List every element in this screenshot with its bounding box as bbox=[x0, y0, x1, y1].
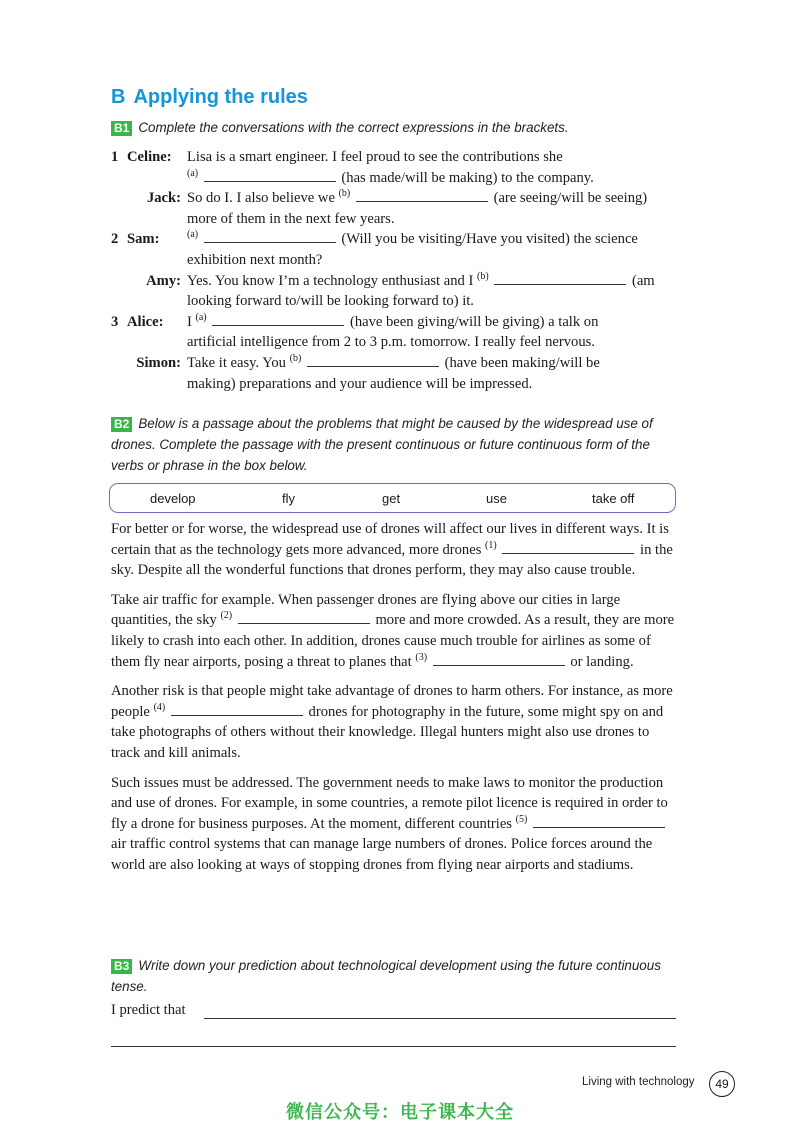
word-box bbox=[109, 483, 676, 513]
watermark-text: 微信公众号：电子课本大全 bbox=[286, 1102, 514, 1123]
b3-instruction: B3 Write down your prediction about technological development using the future continuous tense. bbox=[111, 958, 661, 994]
b1-instruction: B1 Complete the conversations with the correct expressions in the brackets. bbox=[111, 117, 681, 138]
page-number: 49 bbox=[709, 1071, 735, 1097]
word-option: develop bbox=[150, 491, 196, 506]
answer-blank[interactable] bbox=[356, 189, 488, 202]
conversation-line: Jack: So do I. I also believe we $^{(b)}$ (are seeing/will be seeing) more of them in the next few years. bbox=[146, 188, 648, 227]
b2-instruction: B2 Below is a passage about the problems that might be caused by the widespread use of drones. Complete the passage with the present continuous or future continuous form of the verbs or phrase in the box below. bbox=[111, 416, 653, 473]
conversation-line: Simon: Take it easy. You $^{(b)}$ (have been making/will be making) preparations and your audience will be impressed. bbox=[136, 352, 600, 392]
b2-passage bbox=[111, 519, 677, 885]
answer-blank[interactable] bbox=[433, 653, 565, 666]
b2-tag: B2 bbox=[111, 417, 132, 432]
paragraph: Another risk is that people might take advantage of drones to harm others. For instance, as more people $^{(4)}$ drones for photography in the future, some might spy on and take photographs of others without their knowledge. Illegal hunters might also use drones to track and kill animals. bbox=[111, 683, 673, 761]
paragraph: Take air traffic for example. When passenger drones are flying above our cities in large quantities, the sky $^{(2)}$ more and more crowded. As a result, they are more likely to crash into each other. In addition, drones cause much trouble for airlines as some of them fly near airports, posing a threat to planes that $^{(3)}$ or landing. bbox=[111, 591, 675, 670]
word-option: get bbox=[382, 491, 401, 506]
word-option: use bbox=[486, 491, 507, 506]
item-number: 3 bbox=[111, 313, 119, 330]
answer-line[interactable] bbox=[111, 1030, 676, 1047]
answer-blank[interactable] bbox=[171, 703, 303, 716]
item-number: 1 bbox=[111, 149, 119, 165]
conversation-line: 1 Celine: Lisa is a smart engineer. I feel proud to see the contributions she $^{(a)}$ (has made/will be making) to the company. bbox=[111, 149, 594, 186]
answer-blank[interactable] bbox=[307, 354, 439, 367]
answer-blank[interactable] bbox=[204, 230, 336, 243]
b3-tag: B3 bbox=[111, 959, 132, 974]
section-title bbox=[111, 86, 308, 109]
b3-lead-text: I predict that bbox=[111, 1002, 186, 1018]
conversation-line: 2 Sam: $^{(a)}$ (Will you be visiting/Have you visited) the science exhibition next month? bbox=[111, 229, 638, 268]
conversation-line: Amy: Yes. You know I’m a technology enthusiast and I $^{(b)}$ (am looking forward to/will be looking forward to) it. bbox=[146, 270, 655, 310]
word-option: take off bbox=[592, 491, 635, 506]
speaker-name: Simon: bbox=[136, 354, 181, 371]
answer-blank[interactable] bbox=[204, 169, 336, 182]
paragraph: Such issues must be addressed. The government needs to make laws to monitor the production and use of drones. For example, in some countries, a remote pilot licence is required in order to fly a drone for business purposes. At the moment, different countries $^{(5)}$ air traffic control systems that can manage large numbers of drones. Police forces around the world are also looking at ways of stopping drones from flying near airports and stadiums. bbox=[111, 774, 668, 873]
answer-blank[interactable] bbox=[533, 815, 665, 828]
speaker-name: Amy: bbox=[146, 272, 181, 289]
paragraph: For better or for worse, the widespread use of drones will affect our lives in different ways. It is certain that as the technology gets more advanced, more drones $^{(1)}$ in the sky. Despite all the wonderful functions that drones perform, they may also cause trouble. bbox=[111, 521, 673, 579]
answer-blank[interactable] bbox=[494, 272, 626, 285]
b1-conversations bbox=[111, 147, 691, 394]
b1-tag: B1 bbox=[111, 121, 132, 136]
word-option: fly bbox=[282, 491, 295, 506]
section-heading: Applying the rules bbox=[133, 86, 308, 108]
section-letter: B bbox=[111, 86, 126, 108]
speaker-name: Alice: bbox=[127, 313, 164, 330]
answer-blank[interactable] bbox=[212, 313, 344, 326]
conversation-line: 3 Alice: I $^{(a)}$ (have been giving/will be giving) a talk on artificial intelligence from 2 to 3 p.m. tomorrow. I really feel nervous. bbox=[111, 311, 599, 351]
speaker-name: Sam: bbox=[127, 231, 160, 248]
answer-blank[interactable] bbox=[502, 541, 634, 554]
answer-blank[interactable] bbox=[238, 611, 370, 624]
speaker-name: Jack: bbox=[146, 190, 181, 207]
footer-text: Living with technology bbox=[582, 1076, 695, 1088]
answer-line[interactable] bbox=[204, 1002, 676, 1019]
speaker-name: Celine: bbox=[127, 149, 172, 165]
item-number: 2 bbox=[111, 231, 119, 248]
